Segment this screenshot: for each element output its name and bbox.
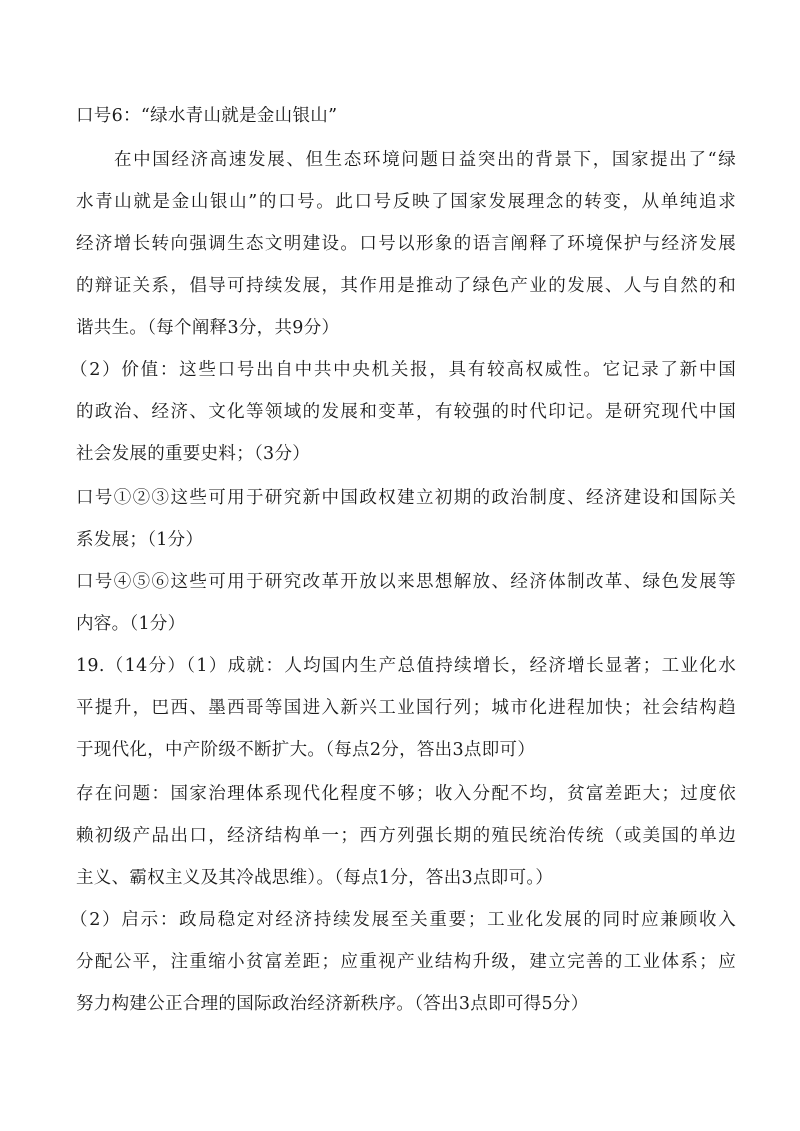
- problems-line: 存在问题：国家治理体系现代化程度不够；收入分配不均，贫富差距大；过度依: [76, 784, 736, 804]
- inspiration-section-line: （2）启示：政局稳定对经济持续发展至关重要；工业化发展的同时应兼顾收入: [70, 910, 736, 930]
- paragraph-line: 主义、霸权主义及其冷战思维）。（每点1分，答出3点即可。）: [76, 868, 554, 888]
- paragraph-line: 社会发展的重要史料；（3分）: [76, 444, 311, 464]
- paragraph-line: 口号①②③这些可用于研究新中国政权建立初期的政治制度、经济建设和国际关: [76, 488, 736, 508]
- paragraph-line: 努力构建公正合理的国际政治经济新秩序。（答出3点即可得5分）: [76, 994, 589, 1014]
- paragraph-line: 平提升，巴西、墨西哥等国进入新兴工业国行列；城市化进程加快；社会结构趋: [76, 698, 736, 718]
- paragraph-line: 口号④⑤⑥这些可用于研究改革开放以来思想解放、经济体制改革、绿色发展等: [76, 572, 736, 592]
- paragraph-line: 于现代化，中产阶级不断扩大。（每点2分，答出3点即可）: [76, 740, 536, 760]
- value-section-line: （2）价值：这些口号出自中共中央机关报，具有较高权威性。它记录了新中国: [70, 360, 736, 380]
- slogan-6-heading: 口号6：“绿水青山就是金山银山”: [76, 106, 338, 126]
- paragraph-line: 分配公平，注重缩小贫富差距；应重视产业结构升级，建立完善的工业体系；应: [76, 952, 736, 972]
- paragraph-line: 内容。（1分）: [76, 614, 186, 634]
- paragraph-line: 谐共生。（每个阐释3分，共9分）: [76, 318, 340, 338]
- question-19-line: 19.（14分）（1）成就：人均国内生产总值持续增长，经济增长显著；工业化水: [76, 656, 736, 676]
- paragraph-line: 在中国经济高速发展、但生态环境问题日益突出的背景下，国家提出了“绿: [114, 150, 736, 170]
- paragraph-line: 水青山就是金山银山”的口号。此口号反映了国家发展理念的转变，从单纯追求: [76, 192, 736, 212]
- paragraph-line: 的辩证关系，倡导可持续发展，其作用是推动了绿色产业的发展、人与自然的和: [76, 276, 736, 296]
- paragraph-line: 系发展；（1分）: [76, 530, 204, 550]
- paragraph-line: 赖初级产品出口，经济结构单一；西方列强长期的殖民统治传统（或美国的单边: [76, 826, 736, 846]
- paragraph-line: 的政治、经济、文化等领域的发展和变革，有较强的时代印记。是研究现代中国: [76, 402, 736, 422]
- paragraph-line: 经济增长转向强调生态文明建设。口号以形象的语言阐释了环境保护与经济发展: [76, 234, 736, 254]
